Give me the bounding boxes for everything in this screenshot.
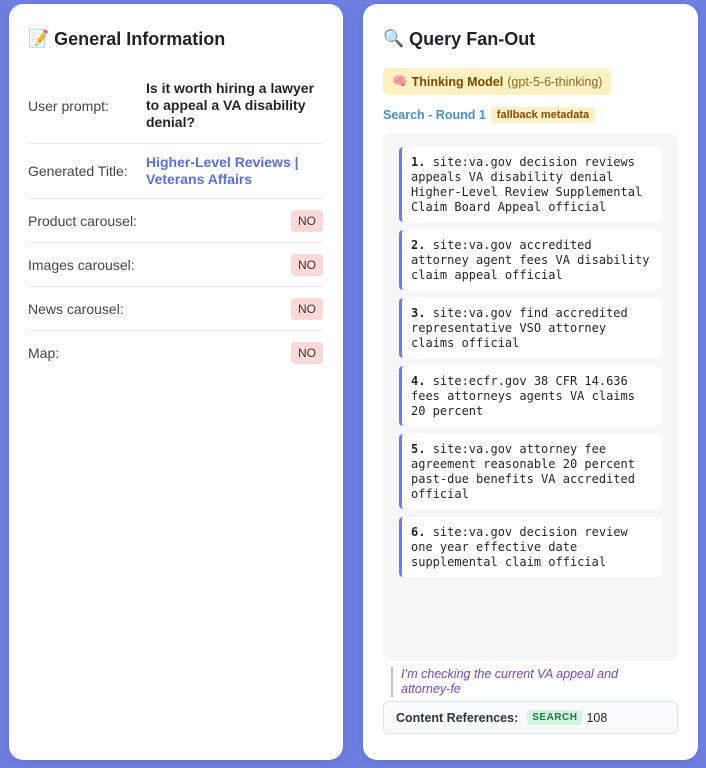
query-text: site:va.gov decision reviews appeals VA disability denial Higher-Level Review Supplemental Claim Board Appeal official	[411, 155, 643, 214]
status-badge: NO	[291, 210, 323, 232]
content-references	[383, 701, 678, 734]
magnifier-icon: 🔍	[383, 29, 405, 48]
fallback-metadata-badge: fallback metadata	[491, 107, 595, 123]
info-row-images-carousel	[28, 243, 323, 287]
generated-title-link[interactable]: Higher-Level Reviews | Veterans Affairs	[146, 154, 299, 187]
query-fanout-title	[383, 28, 678, 50]
search-round-header	[383, 107, 678, 123]
query-item	[399, 434, 662, 509]
query-number: 4.	[411, 374, 426, 388]
brain-icon: 🧠	[392, 74, 408, 88]
status-badge: NO	[291, 342, 323, 364]
info-label: User prompt:	[28, 97, 109, 114]
info-label: News carousel:	[28, 300, 124, 317]
user-prompt-value: Is it worth hiring a lawyer to appeal a VA disability denial?	[146, 80, 315, 130]
info-row-news-carousel	[28, 287, 323, 331]
search-tag: SEARCH	[527, 710, 582, 725]
query-number: 6.	[411, 525, 426, 539]
query-number: 3.	[411, 306, 426, 320]
info-row-map	[28, 331, 323, 375]
info-label: Images carousel:	[28, 256, 135, 273]
query-text: site:ecfr.gov 38 CFR 14.636 fees attorneys agents VA claims 20 percent	[411, 374, 635, 418]
info-rows	[28, 68, 323, 375]
status-badge: NO	[291, 298, 323, 320]
query-item	[399, 230, 662, 290]
query-item	[399, 147, 662, 222]
query-item	[399, 298, 662, 358]
info-row-user-prompt	[28, 68, 323, 144]
content-references-label: Content References:	[396, 710, 519, 725]
model-name: Thinking Model	[411, 74, 504, 89]
query-number: 5.	[411, 442, 426, 456]
query-item	[399, 517, 662, 577]
thinking-model-chip	[383, 68, 611, 95]
info-label: Product carousel:	[28, 212, 137, 229]
status-badge: NO	[291, 254, 323, 276]
query-item	[399, 366, 662, 426]
general-information-title	[28, 28, 323, 50]
memo-icon: 📝	[28, 29, 50, 48]
info-label: Generated Title:	[28, 163, 128, 179]
general-information-panel	[9, 4, 343, 760]
thinking-note: I’m checking the current VA appeal and attorney-fe	[391, 667, 631, 697]
general-information-title-text: General Information	[54, 28, 226, 49]
query-number: 1.	[411, 155, 426, 169]
query-text: site:va.gov decision review one year effective date supplemental claim official	[411, 525, 628, 569]
content-references-count: 108	[586, 710, 608, 725]
query-text: site:va.gov accredited attorney agent fees VA disability claim appeal official	[411, 238, 650, 282]
search-round-label: Search - Round 1	[383, 108, 486, 122]
info-label: Map:	[28, 345, 60, 361]
query-text: site:va.gov attorney fee agreement reasonable 20 percent past-due benefits VA accredited official	[411, 442, 635, 501]
info-row-generated-title	[28, 144, 323, 199]
query-fanout-title-text: Query Fan-Out	[409, 28, 536, 49]
model-version: (gpt-5-6-thinking)	[507, 74, 603, 89]
query-text: site:va.gov find accredited representative VSO attorney claims official	[411, 306, 628, 350]
info-row-product-carousel	[28, 199, 323, 243]
query-number: 2.	[411, 238, 426, 252]
query-fanout-panel	[363, 4, 698, 760]
queries-list	[383, 133, 678, 661]
